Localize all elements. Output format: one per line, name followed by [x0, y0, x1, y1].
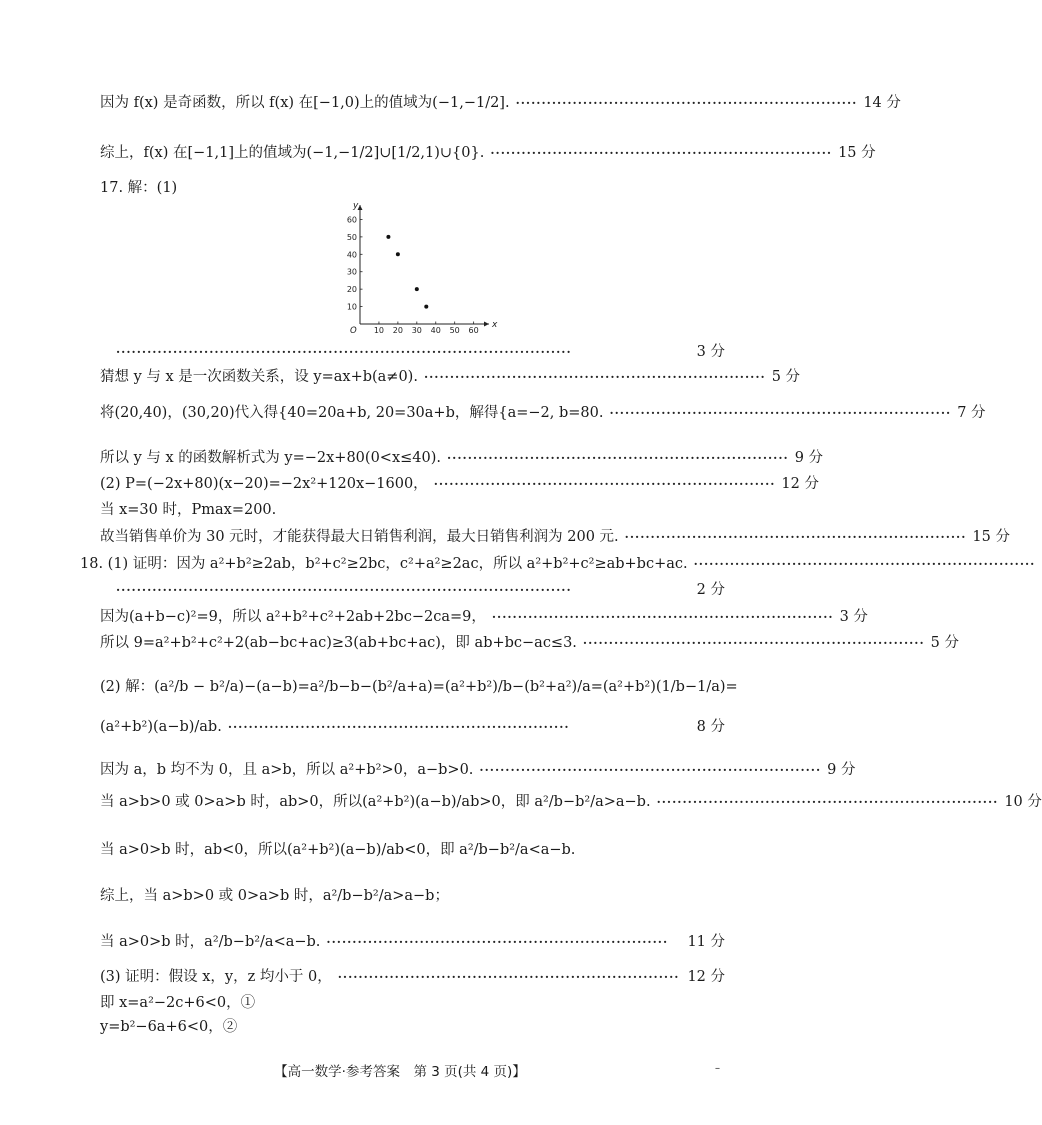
leader-dots: ·································································· — [433, 477, 776, 492]
y-tick-label: 40 — [346, 250, 357, 260]
leader-dots: ·································································· — [490, 146, 833, 161]
answer-line-17: 当 a>b>0 或 0>a>b 时，ab>0，所以(a²+b²)(a−b)/ab>0，即 a²/b−b²/a>a−b. ·································································· 10 分 — [100, 794, 1042, 810]
leader-dots: ·································································· — [227, 720, 570, 735]
answer-line-13: 所以 9=a²+b²+c²+2(ab−bc+ac)≥3(ab+bc+ac)，即 ab+bc−ac≤3. ·································································· 5 分 — [100, 635, 959, 651]
answer-line-19: 综上，当 a>b>0 或 0>a>b 时，a²/b−b²/a>a−b； — [100, 888, 449, 904]
leader-dots: ·································································· — [515, 96, 858, 111]
data-point — [386, 235, 390, 239]
x-tick-label: 40 — [430, 326, 441, 335]
answer-line-3: ························································································ 3 分 — [116, 344, 725, 360]
leader-dots: ·································································· — [624, 530, 967, 545]
x-tick-label: 30 — [411, 326, 422, 335]
leader-dots: ·································································· — [491, 610, 834, 625]
y-tick-label: 20 — [346, 285, 357, 295]
data-point — [396, 252, 400, 256]
y-axis-label: y — [353, 201, 359, 211]
leader-dots: ·································································· — [326, 935, 669, 950]
answer-line-20: 当 a>0>b 时，a²/b−b²/a<a−b. ·································································· 11 分 — [100, 934, 725, 950]
x-tick-label: 60 — [468, 326, 479, 335]
answer-line-23: y=b²−6a+6<0，② — [100, 1019, 238, 1035]
page-footer: 【高一数学·参考答案 第 3 页(共 4 页)】 — [274, 1064, 526, 1080]
y-tick-label: 60 — [346, 215, 357, 225]
problem-17-heading: 17. 解：(1) — [100, 180, 178, 196]
origin-label: O — [350, 326, 357, 336]
x-tick-label: 50 — [449, 326, 460, 335]
y-tick-label: 50 — [346, 232, 357, 242]
answer-line-12: 因为(a+b−c)²=9，所以 a²+b²+c²+2ab+2bc−2ca=9， ·································································· 3 分 — [100, 609, 868, 625]
y-tick-label: 10 — [346, 302, 357, 312]
answer-line-2: 综上，f(x) 在[−1,1]上的值域为(−1,−1/2]∪[1/2,1)∪{0}. ·································································· 15 分 — [100, 145, 876, 161]
answer-line-14: (2) 解：(a²/b − b²/a)−(a−b)=a²/b−b−(b²/a+a)=(a²+b²)/b−(b²+a²)/a=(a²+b²)(1/b−1/a)= — [100, 679, 738, 695]
leader-dots: ·································································· — [582, 636, 925, 651]
answer-line-16: 因为 a，b 均不为 0，且 a>b，所以 a²+b²>0，a−b>0. ·································································· 9 分 — [100, 762, 856, 778]
leader-dots: ························································································ — [116, 583, 572, 598]
corner-mark: – — [715, 1063, 720, 1074]
x-axis-arrow — [484, 322, 489, 327]
answer-line-8: 当 x=30 时，Pmax=200. — [100, 502, 277, 518]
data-point — [415, 287, 419, 291]
answer-line-1: 因为 f(x) 是奇函数，所以 f(x) 在[−1,0)上的值域为(−1,−1/2]. ·································································· 14 分 — [100, 95, 901, 111]
answer-line-18: 当 a>0>b 时，ab<0，所以(a²+b²)(a−b)/ab<0，即 a²/b−b²/a<a−b. — [100, 842, 576, 858]
answer-line-10: 18. (1) 证明：因为 a²+b²≥2ab，b²+c²≥2bc，c²+a²≥2ac，所以 a²+b²+c²≥ab+bc+ac. ·································································· — [80, 556, 1036, 572]
answer-line-21: (3) 证明：假设 x，y，z 均小于 0， ·································································· 12 分 — [100, 969, 725, 985]
answer-line-9: 故当销售单价为 30 元时，才能获得最大日销售利润，最大日销售利润为 200 元. ·································································· 15 分 — [100, 529, 1010, 545]
x-axis-label: x — [492, 320, 498, 330]
answer-line-5: 将(20,40)，(30,20)代入得{40=20a+b, 20=30a+b，解得{a=−2, b=80. ·································································· 7 分 — [100, 405, 986, 421]
leader-dots: ·································································· — [693, 557, 1036, 572]
answer-line-6: 所以 y 与 x 的函数解析式为 y=−2x+80(0<x≤40). ·································································· 9 分 — [100, 450, 824, 466]
y-tick-label: 30 — [346, 267, 357, 277]
x-tick-label: 20 — [392, 326, 403, 335]
answer-line-22: 即 x=a²−2c+6<0，① — [100, 995, 256, 1011]
leader-dots: ························································································ — [116, 345, 572, 360]
leader-dots: ·································································· — [337, 970, 680, 985]
answer-line-11: ························································································ 2 分 — [116, 582, 725, 598]
x-tick-label: 10 — [373, 326, 385, 335]
leader-dots: ·································································· — [446, 451, 789, 466]
data-point — [424, 305, 428, 309]
leader-dots: ·································································· — [609, 406, 952, 421]
answer-line-15: (a²+b²)(a−b)/ab. ·································································· 8 分 — [100, 719, 725, 735]
leader-dots: ·································································· — [423, 370, 766, 385]
leader-dots: ·································································· — [479, 763, 822, 778]
leader-dots: ·································································· — [656, 795, 999, 810]
answer-line-4: 猜想 y 与 x 是一次函数关系，设 y=ax+b(a≠0). ·································································· 5 分 — [100, 369, 801, 385]
scatter-chart — [330, 200, 498, 336]
answer-line-7: (2) P=(−2x+80)(x−20)=−2x²+120x−1600， ·································································· 12 分 — [100, 476, 819, 492]
